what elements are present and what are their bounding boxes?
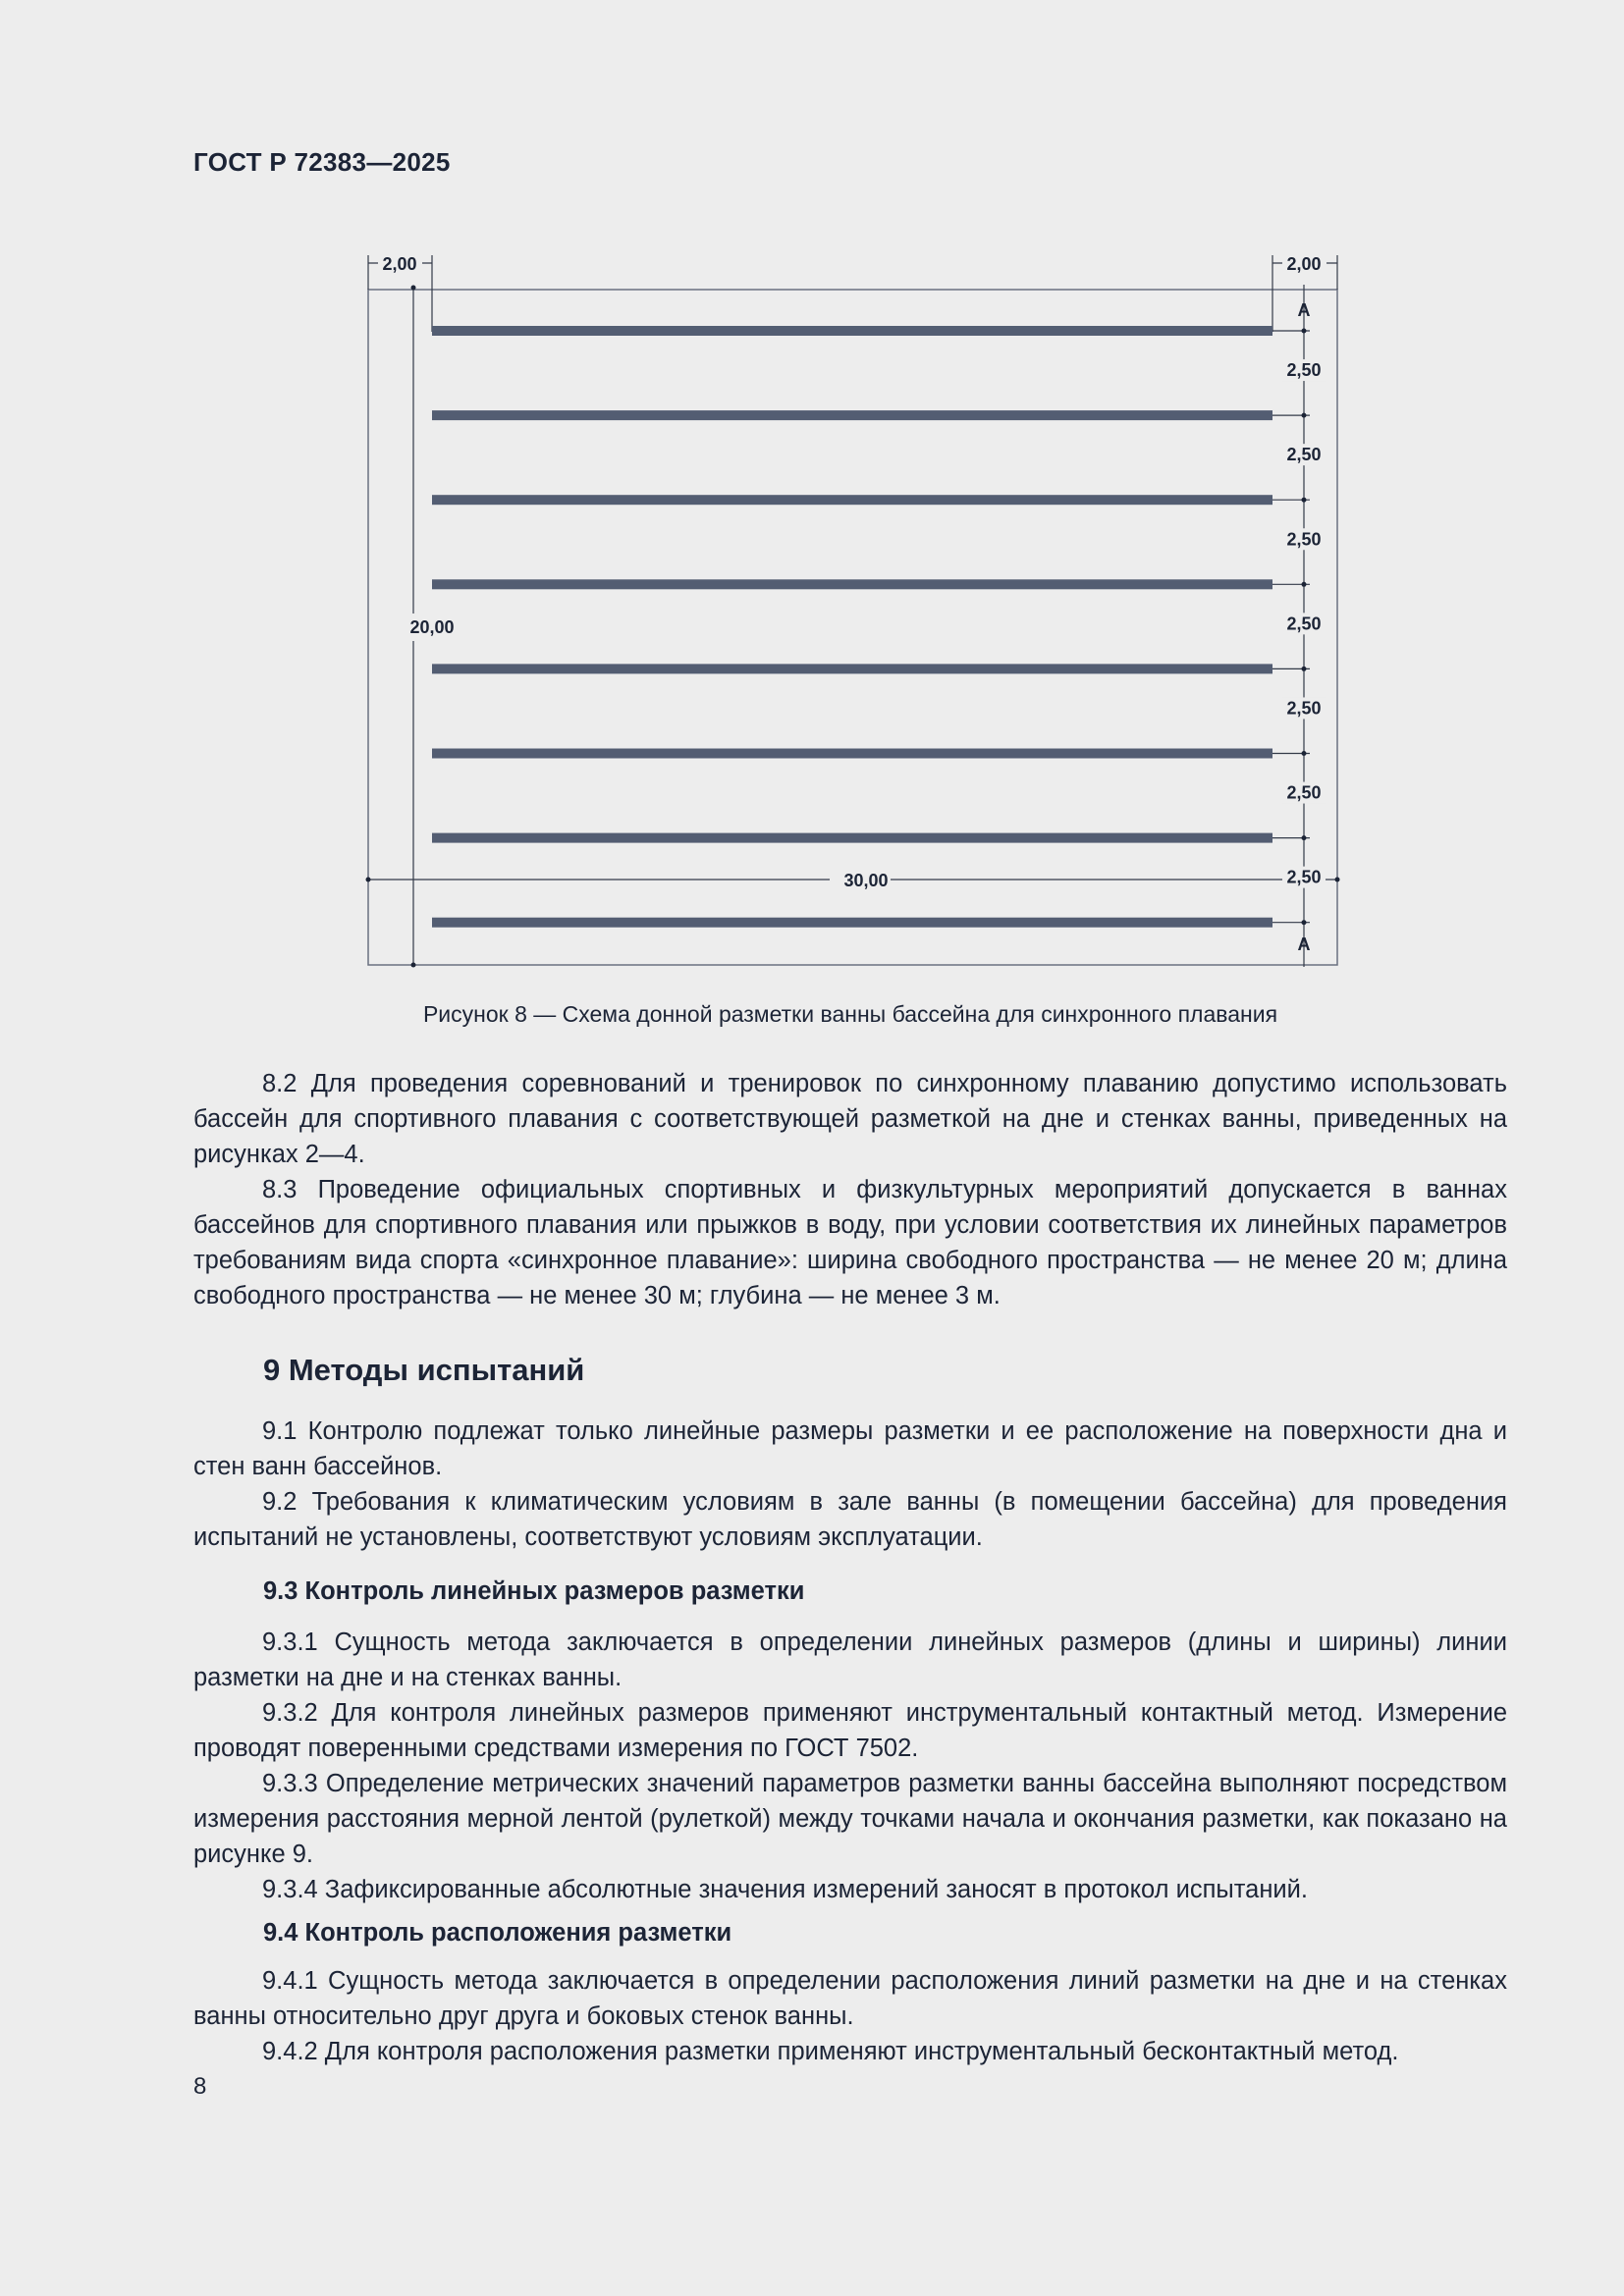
paragraph-8-2: 8.2 Для проведения соревнований и тренировок по синхронному плаванию допустимо использовать бассейн для спортивного плавания с соответствующей разметкой на дне и стенках ванны, приведенных на рисунках 2—4. bbox=[193, 1070, 1507, 1168]
margin-label-left: 2,00 bbox=[382, 254, 417, 274]
dimension-tick bbox=[1302, 920, 1307, 925]
lane-spacing-label: 2,50 bbox=[1286, 529, 1322, 550]
section-8-paragraphs bbox=[193, 1066, 1507, 1313]
paragraph-9-3-4: 9.3.4 Зафиксированные абсолютные значения измерений заносят в протокол испытаний. bbox=[262, 1876, 1308, 1903]
figure-caption: Рисунок 8 — Схема донной разметки ванны бассейна для синхронного плавания bbox=[422, 1001, 1278, 1027]
section-9-3-title: 9.3 Контроль линейных размеров разметки bbox=[263, 1577, 805, 1605]
section-9-4-title: 9.4 Контроль расположения разметки bbox=[263, 1919, 732, 1947]
lane-line bbox=[432, 579, 1272, 589]
width-label: 20,00 bbox=[409, 617, 455, 637]
section-9-4-paragraphs bbox=[193, 1963, 1507, 2069]
page-number: 8 bbox=[193, 2073, 207, 2100]
dimension-tick bbox=[1302, 835, 1307, 840]
section-9-title: 9 Методы испытаний bbox=[263, 1353, 585, 1387]
paragraph-9-2: 9.2 Требования к климатическим условиям в зале ванны (в помещении бассейна) для проведения испытаний не установлены, соответствуют условиям эксплуатации. bbox=[193, 1488, 1507, 1551]
paragraph-8-3: 8.3 Проведение официальных спортивных и физкультурных мероприятий допускается в ваннах бассейнов для спортивного плавания или прыжков в воду, при условии соответствия их линейных параметров требованиям вида спорта «синхронное плавание»: ширина свободного пространства — не менее 20 м; длина свободного пространства — не менее 30 м; глубина — не менее 3 м. bbox=[193, 1176, 1507, 1309]
lane-line bbox=[432, 664, 1272, 673]
lane-spacing-label: 2,50 bbox=[1286, 360, 1322, 381]
lane-line bbox=[432, 410, 1272, 420]
lane-spacing-label: 2,50 bbox=[1286, 614, 1322, 634]
dimension-tick bbox=[1302, 667, 1307, 671]
lane-line bbox=[432, 749, 1272, 759]
lane-line bbox=[432, 326, 1272, 336]
paragraph-9-4-2: 9.4.2 Для контроля расположения разметки применяют инструментальный бесконтактный метод. bbox=[262, 2038, 1399, 2065]
lane-line bbox=[432, 495, 1272, 505]
dimension-tick bbox=[1302, 413, 1307, 418]
length-label: 30,00 bbox=[843, 871, 889, 890]
document-code: ГОСТ Р 72383—2025 bbox=[193, 147, 451, 177]
paragraph-9-3-2: 9.3.2 Для контроля линейных размеров применяют инструментальный контактный метод. Измерение проводят поверенными средствами измерения по ГОСТ 7502. bbox=[193, 1699, 1507, 1762]
dimension-tick bbox=[1302, 582, 1307, 587]
lane-spacing-label: 2,50 bbox=[1286, 782, 1322, 803]
paragraph-9-4-1: 9.4.1 Сущность метода заключается в определении расположения линий разметки на дне и на стенках ванны относительно друг друга и боковых стенок ванны. bbox=[193, 1967, 1507, 2030]
lane-spacing-label: 2,50 bbox=[1286, 445, 1322, 465]
pool-marking-diagram bbox=[0, 0, 1624, 982]
dimension-tick bbox=[1302, 498, 1307, 503]
paragraph-9-1: 9.1 Контролю подлежат только линейные размеры разметки и ее расположение на поверхности дна и стен ванн бассейнов. bbox=[193, 1417, 1507, 1480]
lane-line bbox=[432, 833, 1272, 843]
lane-line bbox=[432, 918, 1272, 928]
section-9-paragraphs bbox=[193, 1414, 1507, 1555]
section-label-top: A bbox=[1297, 300, 1311, 320]
lane-spacing-label: 2,50 bbox=[1286, 867, 1322, 887]
paragraph-9-3-1: 9.3.1 Сущность метода заключается в определении линейных размеров (длины и ширины) линии разметки на дне и на стенках ванны. bbox=[193, 1629, 1507, 1691]
dimension-tick bbox=[1302, 751, 1307, 756]
section-label-bottom: A bbox=[1297, 934, 1311, 954]
section-9-3-paragraphs bbox=[193, 1625, 1507, 1907]
margin-label-right: 2,00 bbox=[1286, 254, 1322, 274]
paragraph-9-3-3: 9.3.3 Определение метрических значений параметров разметки ванны бассейна выполняют посредством измерения расстояния мерной лентой (рулеткой) между точками начала и окончания разметки, как показано на рисунке 9. bbox=[193, 1770, 1507, 1868]
lane-lines bbox=[432, 326, 1310, 928]
pool-outline bbox=[368, 290, 1337, 965]
lane-spacing-label: 2,50 bbox=[1286, 698, 1322, 719]
dimension-tick bbox=[1302, 329, 1307, 334]
